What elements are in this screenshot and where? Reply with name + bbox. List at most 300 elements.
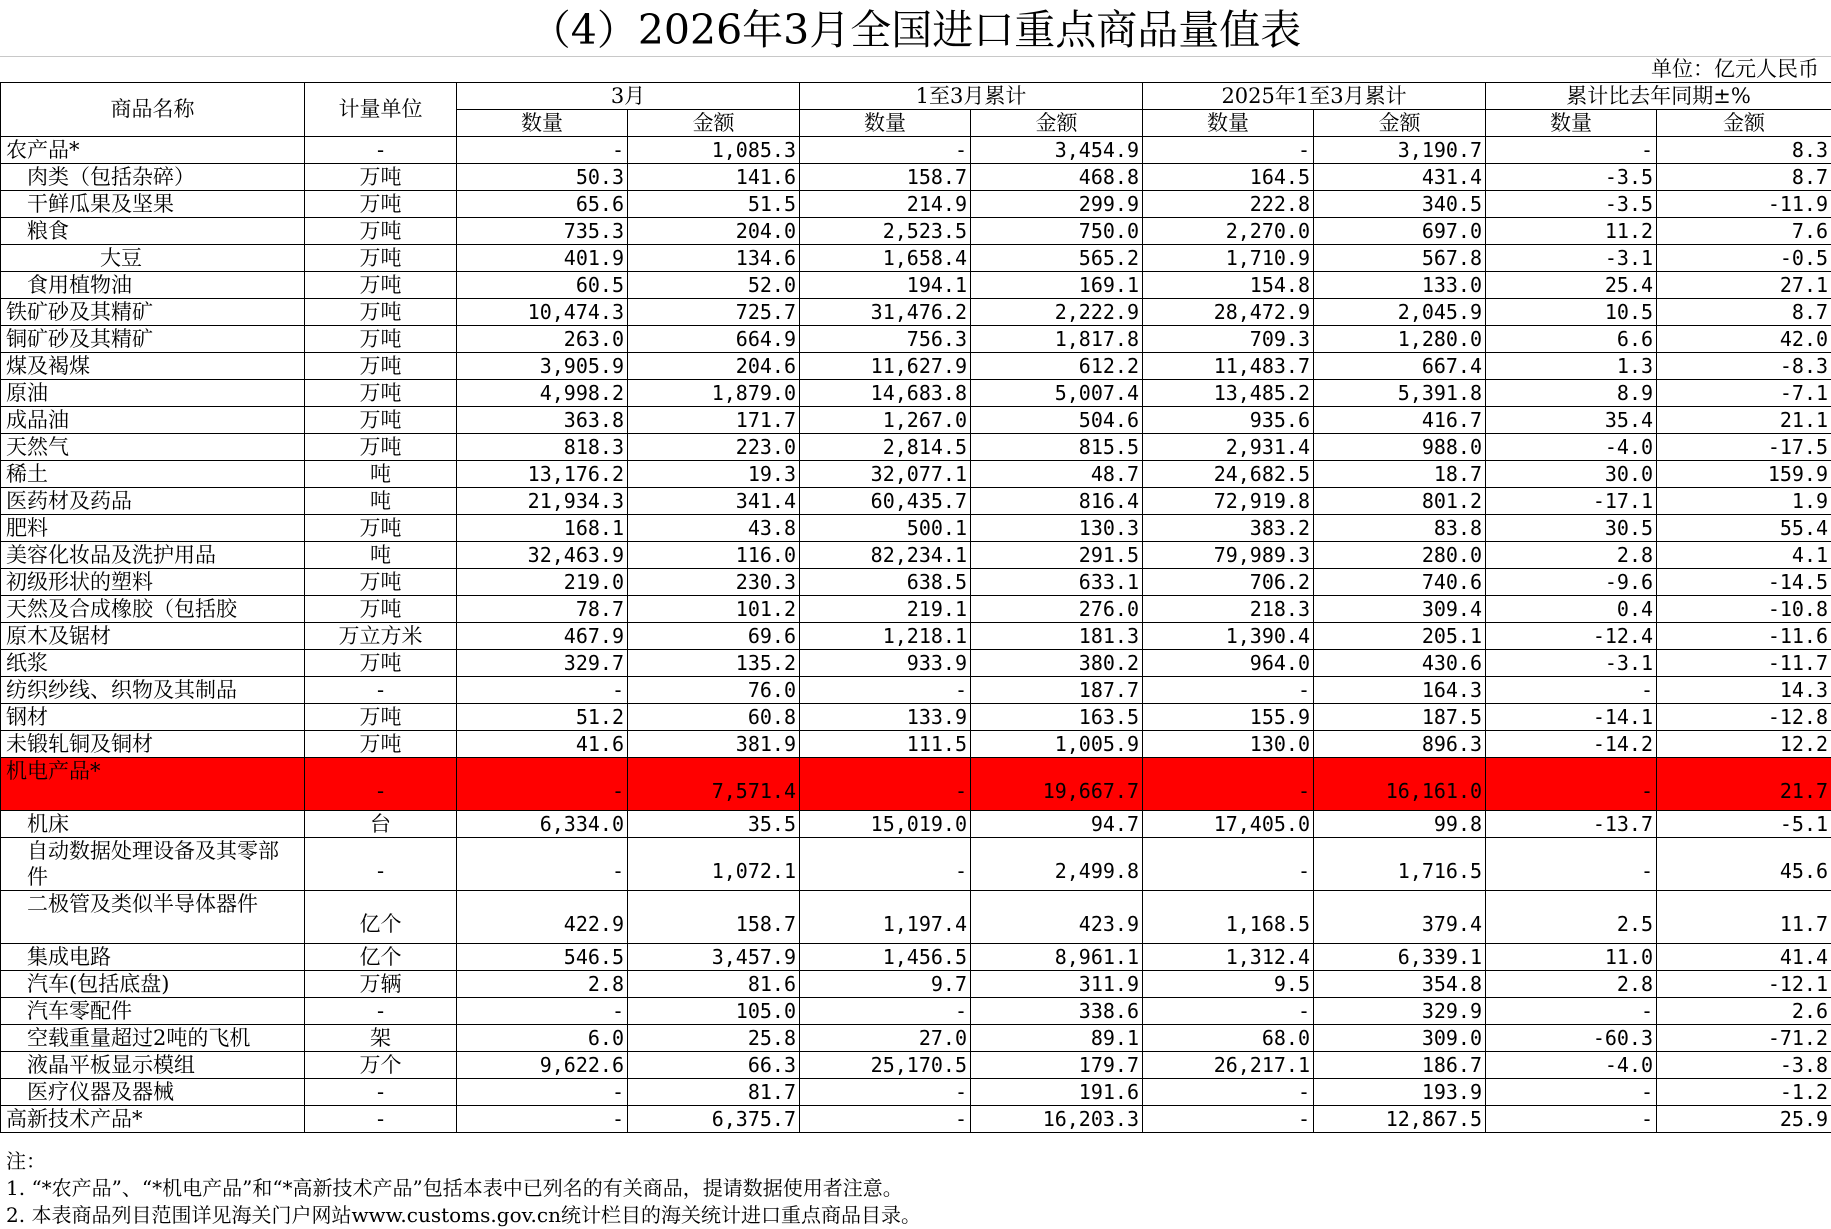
cell-quantity: 6,334.0 — [457, 811, 628, 838]
cell-amount: 223.0 — [628, 434, 800, 461]
cell-amount: 69.6 — [628, 623, 800, 650]
cell-amount: 94.7 — [971, 811, 1143, 838]
cell-quantity: 21,934.3 — [457, 488, 628, 515]
cell-amount: 51.5 — [628, 191, 800, 218]
cell-quantity: - — [1486, 1079, 1657, 1106]
cell-amount: 379.4 — [1314, 891, 1486, 944]
cell-unit: 万吨 — [305, 731, 457, 758]
cell-amount: 815.5 — [971, 434, 1143, 461]
cell-quantity: 60,435.7 — [800, 488, 971, 515]
cell-quantity: - — [800, 998, 971, 1025]
cell-quantity: 2.8 — [1486, 971, 1657, 998]
cell-unit: - — [305, 758, 457, 811]
cell-amount: 135.2 — [628, 650, 800, 677]
cell-quantity: 2,814.5 — [800, 434, 971, 461]
cell-product-name: 钢材 — [1, 704, 305, 731]
cell-amount: -3.8 — [1657, 1052, 1831, 1079]
cell-amount: 423.9 — [971, 891, 1143, 944]
cell-unit: - — [305, 137, 457, 164]
cell-quantity: 964.0 — [1143, 650, 1314, 677]
table-row — [1, 515, 1831, 542]
cell-quantity: - — [1143, 137, 1314, 164]
cell-product-name: 液晶平板显示模组 — [1, 1052, 305, 1079]
cell-amount: 380.2 — [971, 650, 1143, 677]
cell-amount: 341.4 — [628, 488, 800, 515]
cell-quantity: -14.2 — [1486, 731, 1657, 758]
cell-amount: 48.7 — [971, 461, 1143, 488]
cell-quantity: - — [457, 758, 628, 811]
table-row — [1, 353, 1831, 380]
cell-product-name: 高新技术产品* — [1, 1106, 305, 1133]
table-row — [1, 542, 1831, 569]
note-2: 2. 本表商品列目范围详见海关门户网站www.customs.gov.cn统计栏目的海关统计进口重点商品目录。 — [6, 1202, 921, 1229]
table-row — [1, 137, 1831, 164]
cell-quantity: - — [1143, 758, 1314, 811]
cell-amount: 193.9 — [1314, 1079, 1486, 1106]
cell-amount: 1,280.0 — [1314, 326, 1486, 353]
cell-quantity: -4.0 — [1486, 434, 1657, 461]
cell-amount: 725.7 — [628, 299, 800, 326]
cell-product-name: 纺织纱线、织物及其制品 — [1, 677, 305, 704]
cell-quantity: 1,267.0 — [800, 407, 971, 434]
cell-quantity: - — [457, 998, 628, 1025]
header-month: 3月 — [457, 83, 800, 110]
cell-amount: 66.3 — [628, 1052, 800, 1079]
cell-quantity: 9,622.6 — [457, 1052, 628, 1079]
cell-amount: -11.7 — [1657, 650, 1831, 677]
cell-product-name: 空载重量超过2吨的飞机 — [1, 1025, 305, 1052]
cell-product-name: 自动数据处理设备及其零部件 — [1, 838, 305, 891]
cell-amount: 8.7 — [1657, 299, 1831, 326]
cell-amount: 468.8 — [971, 164, 1143, 191]
table-row — [1, 1052, 1831, 1079]
cell-quantity: 6.0 — [457, 1025, 628, 1052]
cell-product-name: 天然气 — [1, 434, 305, 461]
cell-product-name: 汽车零配件 — [1, 998, 305, 1025]
cell-amount: 431.4 — [1314, 164, 1486, 191]
cell-unit: 万吨 — [305, 218, 457, 245]
cell-unit: 万吨 — [305, 164, 457, 191]
cell-quantity: 9.5 — [1143, 971, 1314, 998]
cell-amount: 191.6 — [971, 1079, 1143, 1106]
cell-unit: 万辆 — [305, 971, 457, 998]
cell-amount: 99.8 — [1314, 811, 1486, 838]
cell-quantity: 1,168.5 — [1143, 891, 1314, 944]
cell-quantity: -3.5 — [1486, 164, 1657, 191]
cell-quantity: 2.8 — [1486, 542, 1657, 569]
table-row — [1, 891, 1831, 944]
cell-product-name: 美容化妆品及洗护用品 — [1, 542, 305, 569]
cell-quantity: 422.9 — [457, 891, 628, 944]
cell-product-name: 肉类（包括杂碎） — [1, 164, 305, 191]
cell-product-name: 成品油 — [1, 407, 305, 434]
cell-unit: 万吨 — [305, 353, 457, 380]
cell-amount: 311.9 — [971, 971, 1143, 998]
cell-amount: 14.3 — [1657, 677, 1831, 704]
cell-unit: 万吨 — [305, 650, 457, 677]
table-row — [1, 569, 1831, 596]
cell-quantity: 72,919.8 — [1143, 488, 1314, 515]
cell-unit: 万吨 — [305, 272, 457, 299]
cell-amount: 340.5 — [1314, 191, 1486, 218]
table-row — [1, 731, 1831, 758]
cell-quantity: -9.6 — [1486, 569, 1657, 596]
cell-product-name: 大豆 — [1, 245, 305, 272]
cell-amount: 230.3 — [628, 569, 800, 596]
cell-quantity: 194.1 — [800, 272, 971, 299]
cell-amount: 27.1 — [1657, 272, 1831, 299]
cell-unit: 万吨 — [305, 704, 457, 731]
cell-amount: 567.8 — [1314, 245, 1486, 272]
table-row — [1, 299, 1831, 326]
cell-quantity: 27.0 — [800, 1025, 971, 1052]
cell-amount: 276.0 — [971, 596, 1143, 623]
cell-amount: 1,005.9 — [971, 731, 1143, 758]
cell-amount: 130.3 — [971, 515, 1143, 542]
table-row — [1, 272, 1831, 299]
cell-amount: 187.7 — [971, 677, 1143, 704]
cell-quantity: 219.1 — [800, 596, 971, 623]
cell-amount: 55.4 — [1657, 515, 1831, 542]
cell-quantity: 25.4 — [1486, 272, 1657, 299]
cell-quantity: -3.5 — [1486, 191, 1657, 218]
cell-quantity: 222.8 — [1143, 191, 1314, 218]
cell-amount: 291.5 — [971, 542, 1143, 569]
cell-quantity: 13,485.2 — [1143, 380, 1314, 407]
cell-quantity: 709.3 — [1143, 326, 1314, 353]
table-row — [1, 623, 1831, 650]
cell-quantity: 363.8 — [457, 407, 628, 434]
cell-amount: 101.2 — [628, 596, 800, 623]
cell-amount: 896.3 — [1314, 731, 1486, 758]
cell-product-name: 医疗仪器及器械 — [1, 1079, 305, 1106]
cell-quantity: 1.3 — [1486, 353, 1657, 380]
cell-amount: 1,716.5 — [1314, 838, 1486, 891]
notes — [6, 1148, 921, 1229]
cell-quantity: 4,998.2 — [457, 380, 628, 407]
cell-product-name: 原木及锯材 — [1, 623, 305, 650]
cell-quantity: -3.1 — [1486, 245, 1657, 272]
header-prev-ytd: 2025年1至3月累计 — [1143, 83, 1486, 110]
cell-amount: 801.2 — [1314, 488, 1486, 515]
header-amt: 金额 — [971, 110, 1143, 137]
cell-unit: 万吨 — [305, 245, 457, 272]
cell-amount: 19,667.7 — [971, 758, 1143, 811]
cell-amount: 42.0 — [1657, 326, 1831, 353]
cell-quantity: 756.3 — [800, 326, 971, 353]
cell-quantity: 1,218.1 — [800, 623, 971, 650]
cell-amount: -11.6 — [1657, 623, 1831, 650]
header-qty: 数量 — [457, 110, 628, 137]
cell-product-name: 初级形状的塑料 — [1, 569, 305, 596]
cell-quantity: 24,682.5 — [1143, 461, 1314, 488]
cell-unit: 台 — [305, 811, 457, 838]
cell-unit: 万个 — [305, 1052, 457, 1079]
cell-quantity: - — [800, 677, 971, 704]
cell-quantity: 546.5 — [457, 944, 628, 971]
cell-unit: 万吨 — [305, 299, 457, 326]
cell-amount: 35.5 — [628, 811, 800, 838]
cell-quantity: 500.1 — [800, 515, 971, 542]
cell-quantity: - — [1486, 137, 1657, 164]
cell-quantity: 735.3 — [457, 218, 628, 245]
cell-amount: 7.6 — [1657, 218, 1831, 245]
cell-amount: 116.0 — [628, 542, 800, 569]
cell-quantity: 8.9 — [1486, 380, 1657, 407]
cell-quantity: - — [457, 1079, 628, 1106]
cell-amount: 52.0 — [628, 272, 800, 299]
cell-product-name: 铁矿砂及其精矿 — [1, 299, 305, 326]
cell-product-name: 未锻轧铜及铜材 — [1, 731, 305, 758]
grid-line — [0, 56, 1831, 57]
cell-amount: -7.1 — [1657, 380, 1831, 407]
cell-quantity: -13.7 — [1486, 811, 1657, 838]
cell-quantity: 11,627.9 — [800, 353, 971, 380]
cell-unit: 万吨 — [305, 407, 457, 434]
cell-quantity: 1,456.5 — [800, 944, 971, 971]
header-ytd: 1至3月累计 — [800, 83, 1143, 110]
table-row — [1, 164, 1831, 191]
cell-product-name: 干鲜瓜果及坚果 — [1, 191, 305, 218]
cell-quantity: 17,405.0 — [1143, 811, 1314, 838]
cell-quantity: 263.0 — [457, 326, 628, 353]
cell-unit: - — [305, 1079, 457, 1106]
cell-unit: 亿个 — [305, 891, 457, 944]
cell-quantity: 158.7 — [800, 164, 971, 191]
cell-quantity: 2,270.0 — [1143, 218, 1314, 245]
cell-quantity: 1,197.4 — [800, 891, 971, 944]
cell-amount: 204.6 — [628, 353, 800, 380]
cell-quantity: 30.5 — [1486, 515, 1657, 542]
cell-amount: -11.9 — [1657, 191, 1831, 218]
table-row — [1, 434, 1831, 461]
table-row — [1, 704, 1831, 731]
cell-quantity: -12.4 — [1486, 623, 1657, 650]
cell-quantity: 155.9 — [1143, 704, 1314, 731]
table-row — [1, 758, 1831, 811]
table-row — [1, 677, 1831, 704]
cell-quantity: 3,905.9 — [457, 353, 628, 380]
cell-product-name: 农产品* — [1, 137, 305, 164]
cell-amount: -12.8 — [1657, 704, 1831, 731]
cell-quantity: -14.1 — [1486, 704, 1657, 731]
cell-amount: 158.7 — [628, 891, 800, 944]
header-qty: 数量 — [1143, 110, 1314, 137]
cell-amount: 5,007.4 — [971, 380, 1143, 407]
cell-amount: 8.3 — [1657, 137, 1831, 164]
cell-quantity: 11.0 — [1486, 944, 1657, 971]
cell-amount: 187.5 — [1314, 704, 1486, 731]
cell-amount: 163.5 — [971, 704, 1143, 731]
cell-amount: 8,961.1 — [971, 944, 1143, 971]
cell-amount: 133.0 — [1314, 272, 1486, 299]
cell-quantity: - — [800, 838, 971, 891]
cell-quantity: - — [457, 1106, 628, 1133]
cell-quantity: 467.9 — [457, 623, 628, 650]
cell-product-name: 粮食 — [1, 218, 305, 245]
cell-quantity: - — [800, 1106, 971, 1133]
cell-unit: - — [305, 838, 457, 891]
cell-amount: 416.7 — [1314, 407, 1486, 434]
cell-quantity: 218.3 — [1143, 596, 1314, 623]
cell-amount: 7,571.4 — [628, 758, 800, 811]
cell-quantity: 41.6 — [457, 731, 628, 758]
cell-amount: 740.6 — [1314, 569, 1486, 596]
cell-amount: -14.5 — [1657, 569, 1831, 596]
note-1: 1. “*农产品”、“*机电产品”和“*高新技术产品”包括本表中已列名的有关商品，提请数据使用者注意。 — [6, 1175, 921, 1202]
cell-product-name: 肥料 — [1, 515, 305, 542]
cell-quantity: 2,931.4 — [1143, 434, 1314, 461]
cell-quantity: - — [457, 677, 628, 704]
cell-quantity: 25,170.5 — [800, 1052, 971, 1079]
cell-product-name: 铜矿砂及其精矿 — [1, 326, 305, 353]
cell-product-name: 原油 — [1, 380, 305, 407]
cell-unit: 万吨 — [305, 515, 457, 542]
table-row — [1, 407, 1831, 434]
cell-amount: 41.4 — [1657, 944, 1831, 971]
cell-product-name: 煤及褐煤 — [1, 353, 305, 380]
cell-unit: 万吨 — [305, 596, 457, 623]
cell-amount: 205.1 — [1314, 623, 1486, 650]
cell-quantity: - — [1143, 1106, 1314, 1133]
cell-amount: 1.9 — [1657, 488, 1831, 515]
unit-label: 单位：亿元人民币 — [1651, 56, 1831, 82]
table-row — [1, 380, 1831, 407]
cell-quantity: - — [457, 137, 628, 164]
table-row — [1, 218, 1831, 245]
cell-amount: 76.0 — [628, 677, 800, 704]
table-row — [1, 461, 1831, 488]
cell-amount: 280.0 — [1314, 542, 1486, 569]
cell-amount: 141.6 — [628, 164, 800, 191]
cell-product-name: 天然及合成橡胶（包括胶 — [1, 596, 305, 623]
cell-amount: 186.7 — [1314, 1052, 1486, 1079]
cell-product-name: 食用植物油 — [1, 272, 305, 299]
header-amt: 金额 — [1314, 110, 1486, 137]
cell-unit: 万吨 — [305, 191, 457, 218]
table-row — [1, 811, 1831, 838]
cell-quantity: - — [800, 758, 971, 811]
table-row — [1, 596, 1831, 623]
cell-unit: 万吨 — [305, 380, 457, 407]
cell-amount: 3,190.7 — [1314, 137, 1486, 164]
cell-quantity: 154.8 — [1143, 272, 1314, 299]
cell-unit: 万吨 — [305, 569, 457, 596]
cell-amount: -12.1 — [1657, 971, 1831, 998]
cell-quantity: - — [1486, 677, 1657, 704]
cell-amount: 664.9 — [628, 326, 800, 353]
cell-quantity: 15,019.0 — [800, 811, 971, 838]
header-unit: 计量单位 — [305, 83, 457, 137]
cell-quantity: 78.7 — [457, 596, 628, 623]
table-row — [1, 488, 1831, 515]
cell-amount: 3,457.9 — [628, 944, 800, 971]
cell-amount: 159.9 — [1657, 461, 1831, 488]
cell-amount: 19.3 — [628, 461, 800, 488]
cell-quantity: 818.3 — [457, 434, 628, 461]
cell-amount: 134.6 — [628, 245, 800, 272]
cell-quantity: 14,683.8 — [800, 380, 971, 407]
cell-product-name: 机床 — [1, 811, 305, 838]
cell-amount: -0.5 — [1657, 245, 1831, 272]
cell-amount: 354.8 — [1314, 971, 1486, 998]
cell-amount: 105.0 — [628, 998, 800, 1025]
cell-quantity: 401.9 — [457, 245, 628, 272]
cell-quantity: 6.6 — [1486, 326, 1657, 353]
cell-amount: 164.3 — [1314, 677, 1486, 704]
cell-amount: 179.7 — [971, 1052, 1143, 1079]
header-amt: 金额 — [1657, 110, 1831, 137]
cell-quantity: - — [1143, 998, 1314, 1025]
cell-amount: -8.3 — [1657, 353, 1831, 380]
cell-unit: - — [305, 1106, 457, 1133]
cell-quantity: 638.5 — [800, 569, 971, 596]
cell-unit: 吨 — [305, 461, 457, 488]
cell-quantity: 168.1 — [457, 515, 628, 542]
cell-product-name: 二极管及类似半导体器件 — [1, 891, 305, 944]
cell-amount: 45.6 — [1657, 838, 1831, 891]
cell-unit: 吨 — [305, 488, 457, 515]
cell-quantity: 50.3 — [457, 164, 628, 191]
cell-quantity: 164.5 — [1143, 164, 1314, 191]
cell-amount: 2,499.8 — [971, 838, 1143, 891]
table-row — [1, 245, 1831, 272]
cell-quantity: 51.2 — [457, 704, 628, 731]
cell-product-name: 纸浆 — [1, 650, 305, 677]
header-qty: 数量 — [1486, 110, 1657, 137]
cell-amount: 21.7 — [1657, 758, 1831, 811]
cell-quantity: - — [1486, 758, 1657, 811]
cell-quantity: - — [1486, 1106, 1657, 1133]
cell-quantity: 13,176.2 — [457, 461, 628, 488]
cell-quantity: 60.5 — [457, 272, 628, 299]
notes-heading: 注： — [6, 1148, 921, 1175]
cell-amount: 1,879.0 — [628, 380, 800, 407]
cell-quantity: 329.7 — [457, 650, 628, 677]
cell-amount: 504.6 — [971, 407, 1143, 434]
cell-amount: 2.6 — [1657, 998, 1831, 1025]
cell-amount: 816.4 — [971, 488, 1143, 515]
table-row — [1, 326, 1831, 353]
cell-amount: 299.9 — [971, 191, 1143, 218]
cell-amount: 6,375.7 — [628, 1106, 800, 1133]
table-row — [1, 650, 1831, 677]
header-amt: 金额 — [628, 110, 800, 137]
cell-quantity: 133.9 — [800, 704, 971, 731]
table-row — [1, 191, 1831, 218]
header-name: 商品名称 — [1, 83, 305, 137]
cell-amount: 16,203.3 — [971, 1106, 1143, 1133]
cell-amount: 18.7 — [1314, 461, 1486, 488]
cell-amount: 60.8 — [628, 704, 800, 731]
cell-amount: 8.7 — [1657, 164, 1831, 191]
cell-amount: 329.9 — [1314, 998, 1486, 1025]
cell-quantity: - — [800, 137, 971, 164]
cell-amount: 12.2 — [1657, 731, 1831, 758]
cell-amount: 2,045.9 — [1314, 299, 1486, 326]
cell-amount: 21.1 — [1657, 407, 1831, 434]
cell-quantity: 68.0 — [1143, 1025, 1314, 1052]
cell-product-name: 集成电路 — [1, 944, 305, 971]
cell-amount: 667.4 — [1314, 353, 1486, 380]
cell-unit: 万吨 — [305, 326, 457, 353]
cell-unit: 吨 — [305, 542, 457, 569]
cell-amount: 697.0 — [1314, 218, 1486, 245]
cell-amount: 4.1 — [1657, 542, 1831, 569]
import-table — [0, 82, 1831, 1133]
table-row — [1, 838, 1831, 891]
cell-quantity: - — [1143, 838, 1314, 891]
